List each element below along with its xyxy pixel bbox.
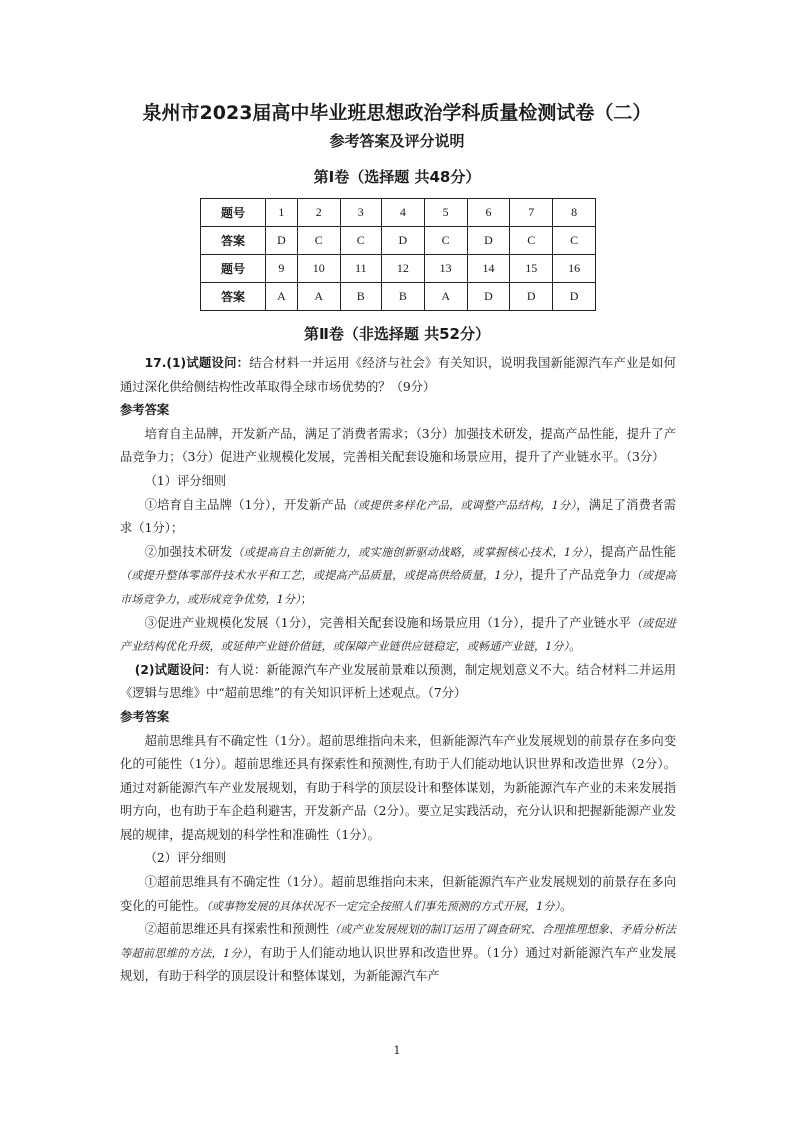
table-cell: 11 [340,255,381,283]
table-cell: B [340,283,381,311]
detail-text: ②超前思维还具有探索性和预测性 [144,922,330,937]
detail-text: ，提高产品性能 [588,544,676,559]
scoring-detail-item [120,612,676,659]
table-cell: B [381,283,424,311]
table-cell: 9 [266,255,298,283]
page-subtitle: 参考答案及评分说明 [329,132,465,150]
table-cell: A [297,283,340,311]
question-17-1 [120,352,676,399]
table-cell: 13 [424,255,467,283]
table-cell: 3 [340,199,381,227]
table-cell: C [340,227,381,255]
table-cell: 6 [467,199,510,227]
table-cell: 8 [553,199,596,227]
table-cell: 5 [424,199,467,227]
answer-body [120,352,676,989]
detail-note: （或提高自主创新能力，或实施创新驱动战略，或掌握核心技术，1分） [232,545,589,559]
scoring-detail-heading: （1）评分细则 [144,473,227,488]
table-cell: 12 [381,255,424,283]
detail-text: ①超前思维具有不确定性（1分）。超前思维指向未来，但新能源汽车产业发展规划的前景存在多向变化的可能性。 [120,875,676,913]
reference-answer: 超前思维具有不确定性（1分）。超前思维指向未来，但新能源汽车产业发展规划的前景存在多向变化的可能性（1分）。超前思维还具有探索性和预测性,有助于人们能动地认识世界和改造世界（2分）。通过对新能源汽车产业发展规划，有助于科学的顶层设计和整体谋划，为新能源汽车产业的未来发展指明方向，也有助于车企趋利避害，开发新产品（2分）。要立足实践活动，充分认识和把握新能源产业发展的规律，提高规划的科学性和准确性（1分）。 [120,733,676,842]
table-header-cell: 答案 [201,283,266,311]
detail-text: 。 [569,639,582,654]
table-cell: C [510,227,553,255]
page-title: 泉州市2023届高中毕业班思想政治学科质量检测试卷（二） [142,102,652,124]
detail-text: ③促进产业规模化发展（1分），完善相关配套设施和场景应用（1分），提升了产业链水平 [144,615,631,630]
answer-table [200,198,596,311]
question-text: 结合材料一并运用《经济与社会》有关知识，说明我国新能源汽车产业是如何通过深化供给侧结构性改革取得全球市场优势的？（9分） [120,356,676,394]
detail-text: ，有助于人们能动地认识世界和改造世界。（1分）通过对新能源汽车产业发展规划，有助于科学的顶层设计和整体谋划，为新能源汽车产 [120,945,676,984]
reference-answer-heading: 参考答案 [120,709,170,724]
table-header-cell: 题号 [201,255,266,283]
detail-note: （或提高市场竞争力，或形成竞争优势，1分） [120,569,676,606]
question-label: 17.(1)试题设问： [144,356,250,370]
table-row [201,255,596,283]
table-cell: 7 [510,199,553,227]
reference-answer: 培育自主品牌，开发新产品，满足了消费者需求；（3分）加强技术研发，提高产品性能，提升了产品竞争力；（3分）促进产业规模化发展，完善相关配套设施和场景应用，提升了产业链水平。（3分） [120,426,676,465]
table-cell: D [381,227,424,255]
table-cell: D [510,283,553,311]
table-cell: 2 [297,199,340,227]
scoring-detail-item [120,918,676,989]
question-text: 有人说：新能源汽车产业发展前景难以预测，制定规划意义不大。结合材料二并运用《逻辑与思维》中“超前思维”的有关知识评析上述观点。（7分） [120,662,676,701]
table-row [201,199,596,227]
table-cell: 1 [266,199,298,227]
section-2-heading: 第Ⅱ卷（非选择题 共52分） [304,325,490,343]
detail-note: （或事物发展的具体状况不一定完全按照人们事先预测的方式开展，1分） [206,899,561,913]
detail-note: （或产业发展规划的制订运用了调查研究、合理推理想象、矛盾分析法等超前思维的方法，1分） [120,923,676,960]
question-17-2 [120,659,676,706]
table-cell: A [424,283,467,311]
table-cell: 15 [510,255,553,283]
table-cell: 4 [381,199,424,227]
table-cell: A [266,283,298,311]
detail-text: ； [300,591,313,606]
detail-text: ②加强技术研发 [144,544,233,559]
scoring-detail-item [120,871,676,918]
table-cell: 16 [553,255,596,283]
detail-text: ，满足了消费者需求（1分）； [120,497,676,536]
table-cell: 14 [467,255,510,283]
table-row [201,227,596,255]
detail-note: （或提供多样化产品，或调整产品结构，1分） [346,498,577,512]
scoring-detail-item [120,541,676,612]
table-cell: D [266,227,298,255]
detail-text: ，提升了产品竞争力 [518,568,631,583]
detail-note: （或提升整体零部件技术水平和工艺，或提高产品质量，或提高供给质量，1分） [120,569,519,583]
question-label: (2)试题设问： [134,662,217,677]
table-cell: D [467,283,510,311]
table-row [201,283,596,311]
reference-answer-heading: 参考答案 [120,403,170,418]
table-cell: C [424,227,467,255]
page-number: 1 [393,1044,401,1057]
detail-text: 。 [560,898,573,913]
table-header-cell: 答案 [201,227,266,255]
table-cell: C [553,227,596,255]
scoring-detail-item [120,494,676,541]
table-cell: 10 [297,255,340,283]
table-cell: D [467,227,510,255]
section-1-heading: 第Ⅰ卷（选择题 共48分） [313,168,481,186]
table-cell: C [297,227,340,255]
table-header-cell: 题号 [201,199,266,227]
detail-note: （或促进产业结构优化升级，或延伸产业链价值链，或保障产业链供应链稳定，或畅通产业链，1分） [120,616,676,654]
scoring-detail-heading: （2）评分细则 [144,851,227,866]
table-cell: D [553,283,596,311]
detail-text: ①培育自主品牌（1分），开发新产品 [144,497,347,512]
